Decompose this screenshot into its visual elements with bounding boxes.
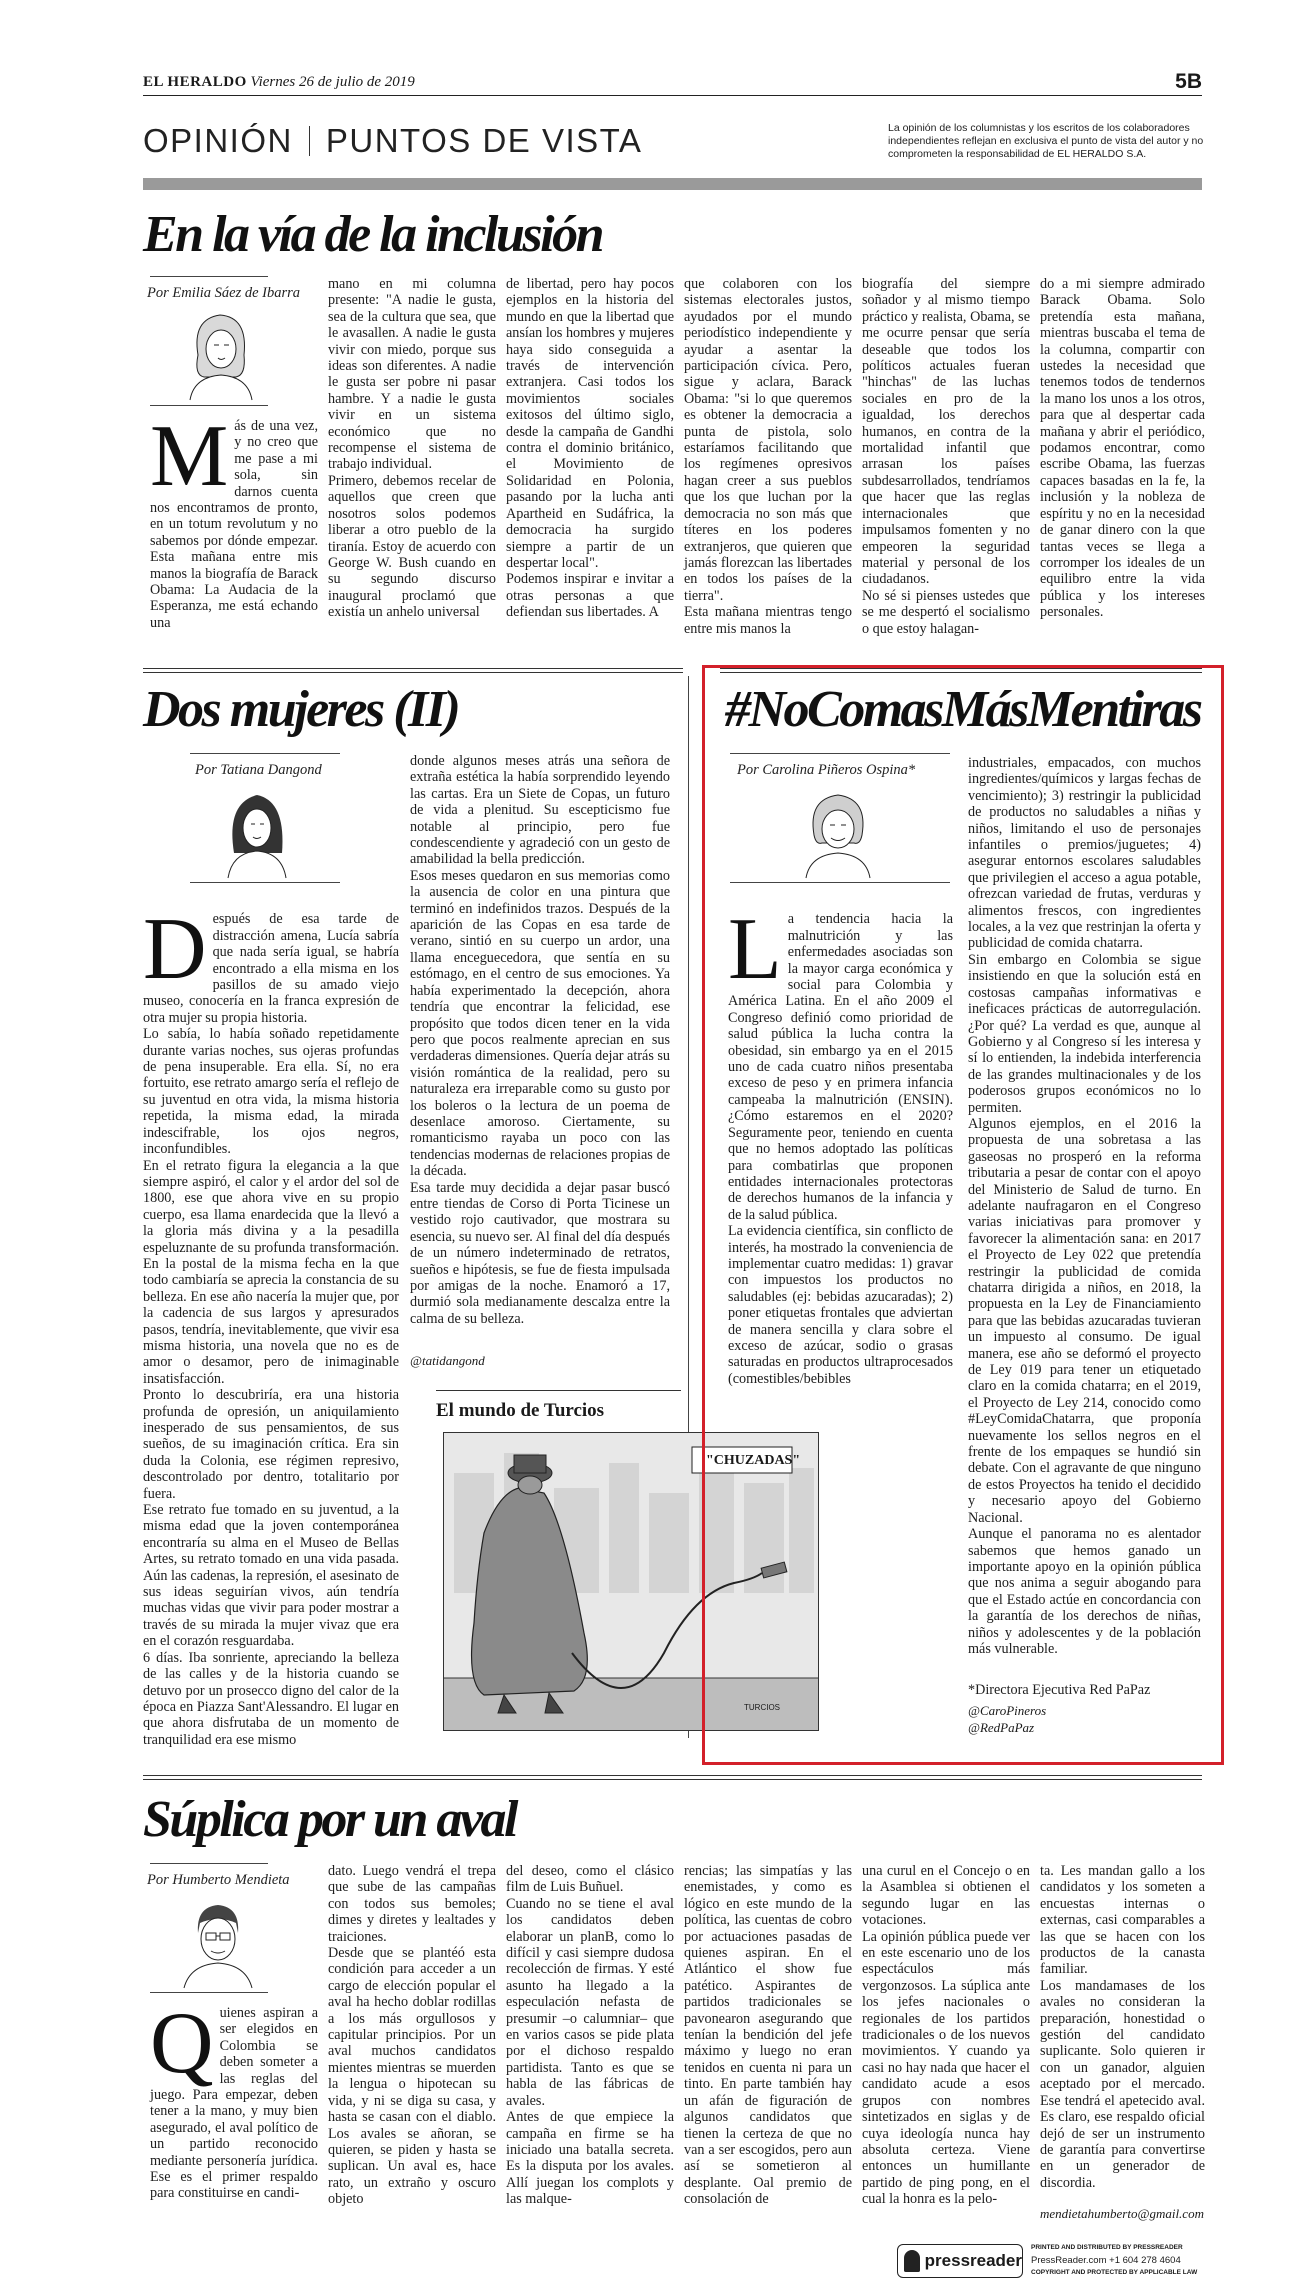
article-column: rencias; las simpatías y las enemistades, y como es lógico en este mundo de la política, las cuentas de cobro por actuaciones pasadas de quienes aspiran. En el Atlántico el show fue patético. Aspirantes de partidos tradicionales se pavonearon asegurando que tenían la bendición del jefe máximo y luego no eran tenidos en cuenta ni para un tinto. En parte también hay un afán de figuración de algunos candidatos que tienen la certeza de que no van a ser escogidos, pero aun así se sometieron al desplante. Oal premio de consolación de [684,1863,852,2208]
column-text: a tendencia hacia la malnutrición y las enfermedades asociadas son la mayor carga económica y social para Colombia y América Latina. En el año 2009 el Congreso definió como prioridad de salud pública la lucha contra la obesidad, sin embargo ya en el 2015 uno de cada cuatro niños presentaba exceso de peso y en primera infancia campeaba la malnutrición (ENSIN). ¿Cómo estaremos en el 2020? Seguramente peor, teniendo en cuenta que no hemos adoptado las políticas para combatirlas que proponen entidades internacionales protectoras de derechos humanos de la infancia y de la salud pública. La evidencia científica, sin conflicto de interés, ha mostrado la conveniencia de implementar cuatro medidas: 1) gravar con impuestos los productos no saludables (ej: bebidas azucaradas); 2) poner etiquetas frontales que adviertan de manera sencilla y clara sobre el exceso de azúcar, sodio o grasas saturadas en productos ultraprocesados (comestibles/bebibles [728,911,953,1387]
article-title: #NoComasMásMentiras [725,681,1201,738]
dropcap: L [728,901,782,999]
pressreader-contact: PressReader.com +1 604 278 4604 [1031,2255,1181,2266]
issue-date: Viernes 26 de julio de 2019 [250,74,415,90]
article-column: dato. Luego vendrá el trepa que sube de las campañas con todos sus bemoles; dimes y diretes y lealtades y traiciones. Desde que se plantéó esta condición para acceder a un cargo de elección popular el aval ha hecho doblar rodillas a los más orgullosos y capitular principios. Por un aval muchos candidatos mientes mientras se muerden la lengua o hipotecan su vida, y ni se diga su casa, y hasta se casan con el diablo. Los avales se añoran, se quieren, se piden y hasta se suplican. Un aval es, hace rato, un extraño y oscuro objeto [328,1863,496,2208]
article-title: En la vía de la inclusión [143,206,603,263]
cartoon-rule [436,1390,681,1391]
article-column: del deseo, como el clásico film de Luis Buñuel. Cuando no se tiene el aval los candidatos deben elaborar un planB, como lo difícil y casi siempre dudosa recolección de firmas. Y esté asunto ha llegado a la especulación nefasta de presumir –o calumniar– que en varios casos se pide plata por el dichoso respaldo partidista. Tanto es que se habla de las fábricas de avales. Antes de que empiece la campaña en firme se ha iniciado una batalla secreta. Es la disputa por los avales. Allí juegan los complots y las malque- [506,1863,674,2208]
byline-rule [150,1992,268,1993]
column-text: uienes aspiran a ser elegidos en Colombia se deben someter a las reglas del juego. Para empezar, deben tener a la mano, y muy bien asegurado, el aval político de un partido reconocido mediante personería jurídica. Ese es el primer respaldo para constituirse en candi- [150,2005,318,2202]
header-rule [143,95,1202,96]
article-column: industriales, empacados, con muchos ingredientes/químicos y largas fechas de vencimiento); 3) restringir la publicidad de productos no saludables a niñas y niños, limitando el uso de personajes infantiles o premios/juguetes; 4) asegurar entornos escolares saludables que privilegien el acceso a agua potable, ofrezcan variedad de frutas, verduras y alimentos frescos, con ingredientes locales, a la vez que restrinjan la oferta y publicidad de comida chatarra. Sin embargo en Colombia se sigue insistiendo en que la solución está en costosas campañas informativas e ineficaces prácticas de autorregulación. ¿Por qué? La verdad es que, aunque al Gobierno y al Congreso sí les interesa y sí lo entienden, la indebida interferencia de las grandes multinacionales y de los poderosos grupos económicos no lo permiten. Algunos ejemplos, en el 2016 la propuesta de una sobretasa a las gaseosas no prosperó en la reforma tributaria a pesar de contar con el apoyo del Ministerio de Salud de turno. En adelante naufragaron en el Congreso varias iniciativas para promover y favorecer la alimentación sana: en 2017 el Proyecto de Ley 022 que pretendía restringir la publicidad de comida chatarra dirigida a niños, en 2018, la propuesta en la Ley de Financiamiento para que las bebidas azucaradas tuvieran un impuesto al consumo. De igual manera, ese año se deformó el proyecto de Ley 019 para tener un etiquetado claro en la comida chatarra; en el 2019, el Proyecto de Ley 214, conocido como #LeyComidaChatarra, que proponía nuevamente los sellos negros en el frente de los empaques se hundió sin debate. Con el agravante de que ninguno de estos Proyectos ha tenido el decidido y necesario apoyo del Gobierno Nacional. Aunque el panorama no es alentador sabemos que hemos ganado un importante apoyo en la opinión pública que nos anima a seguir abogando para que el Estado actúe en concordancia con la garantía de los derechos de niñas, niños y adolescentes y de la población más vulnerable. [968,755,1201,1657]
header-bar [143,178,1202,190]
cartoon-signature: TURCIOS [744,1703,780,1712]
highlight-box [702,665,1224,1765]
page-number: 5B [1175,70,1202,93]
article-column [150,1995,318,2223]
article-column: mano en mi columna presente: "A nadie le gusta, sea de la cultura que sea, que le avasallen. A nadie le gusta vivir con miedo, porque sus ideas son diferentes. A nadie le gusta ser pobre ni pasar hambre. Y a nadie le gusta vivir en un sistema económico que no recompense el sistema de trabajo individual. Primero, debemos recelar de aquellos que creen que nosotros solos podemos liberar a otro pueblo de la tiranía. Estoy de acuerdo con George W. Bush cuando en su segundo discurso inaugural proclamó que existía un anhelo universal [328,276,496,621]
byline-rule [150,405,268,406]
pressreader-brand: pressreader [924,2251,1022,2270]
pressreader-logo [897,2244,1023,2278]
pressreader-footer [897,2244,1202,2280]
article-column: que colaboren con los sistemas electorales justos, ayudados por el mundo periodístico independiente y ayudar a asentar la participación cívica. Pero, sigue y aclara, Barack Obama: "si lo que queremos es obtener la democracia a punta de pistola, solo estaríamos facilitando que los regímenes opresivos hagan creer a sus pueblos que los que luchan por la democracia no son más que títeres en los poderes extranjeros, que quieren que jamás florezcan las libertades en todos los países de la tierra". Esta mañana mientras tengo entre mis manos la [684,276,852,637]
byline: Por Emilia Sáez de Ibarra [147,285,301,301]
byline-rule [190,753,340,754]
article-title: Súplica por un aval [143,1791,516,1848]
cartoon-caption: "CHUZADAS" [706,1453,801,1468]
byline: Por Humberto Mendieta [147,1872,290,1888]
disclaimer: La opinión de los columnistas y los escritos de los colaboradores independientes reflejan en exclusiva el punto de vista del autor y no comprometen la responsabilidad de EL HERALDO S.A. [888,122,1204,160]
article-column [150,408,318,640]
author-portrait [178,1893,258,1988]
byline-rule [150,276,268,277]
section-left: OPINIÓN [143,122,293,159]
paper-name: EL HERALDO [143,74,247,90]
article-title: Dos mujeres (II) [143,681,459,738]
section-rule [143,1775,1202,1780]
copyright: COPYRIGHT AND PROTECTED BY APPLICABLE LAW [1031,2269,1198,2276]
author-email: mendietahumberto@gmail.com [1040,2206,1204,2221]
dropcap: M [150,408,229,505]
article-column [143,895,399,1748]
section-divider [309,126,310,156]
byline: Por Carolina Piñeros Ospina* [737,762,916,778]
author-twitter: @CaroPineros [968,1703,1047,1718]
author-footnote: *Directora Ejecutiva Red PaPaz [968,1682,1151,1698]
column-text: ás de una vez, y no creo que me pase a mi sola, sin darnos cuenta nos encontramos de pronto, en un totum revolutum y no sabemos por dónde empezar. Esta mañana entre mis manos la biografía de Barack Obama: La Audacia de la Esperanza, me está echando una [150,418,318,631]
byline: Por Tatiana Dangond [195,762,322,778]
pressreader-icon [904,2250,920,2272]
article-column: de libertad, pero hay pocos ejemplos en la historia del mundo en que la libertad que ansían los hombres y mujeres haya sido conseguida a través de intervención extranjera. Casi todos los movimientos sociales exitosos del último siglo, desde la campaña de Gandhi contra el dominio británico, el Movimiento de Solidaridad en Polonia, pasando por la lucha anti Apartheid en Sudáfrica, la democracia ha surgido siempre a partir de un despertar local". Podemos inspirar e invitar a otras personas a que defiendan sus libertades. A [506,276,674,621]
article-column: do a mi siempre admirado Barack Obama. Solo pretendía esta mañana, mientras buscaba el tema de la columna, compartir con ustedes la necesidad que tenemos todos de tendernos la mano los unos a los otros, para que al despertar cada mañana y abrir el periódico, podamos encontrar, como escribe Obama, las fuerzas capaces basadas en la fe, la inclusión y la nobleza de espíritu y no en la necesidad de ganar dinero con la que tantas veces se llega a corromper los ideales de un equilibro entre la vida pública y los intereses personales. [1040,276,1205,621]
article-column: ta. Les mandan gallo a los candidatos y los someten a encuestas internas o externas, casi comparables a las que se hacen con los productos de la canasta familiar. Los mandamases de los avales no consideran la preparación, honestidad o gestión del candidato suplicante. Solo quieren ir con un ganador, alguien aceptado por el mercado. Ese tendrá el apetecido aval. Es claro, ese respaldo oficial dejó de ser un instrumento de garantía para convertirse en un generador de discordia. [1040,1863,1205,2191]
section-rule [143,668,683,673]
printed-by: PRINTED AND DISTRIBUTED BY PRESSREADER [1031,2244,1183,2251]
author-portrait [180,305,260,400]
article-column: una curul en el Concejo o en la Asamblea si obtienen el segundo lugar en las votaciones. La opinión pública puede ver en este escenario uno de los espectáculos más vergonzosos. La súplica ante los jefes nacionales o regionales de los partidos tradicionales o de los nuevos movimientos. Y cuando ya casi no hay nada que hacer el candidato acude a esos grupos con nombres sintetizados en siglas y de cuya ideología nunca hay absoluta certeza. Viene entonces un humillante partido de ping pong, en el cual la honra es la pelo- [862,1863,1030,2208]
column-text: espués de esa tarde de distracción amena, Lucía sabría que nada sería igual, se habría encontrado a ella misma en los pasillos de su amado viejo museo, conocería en la franca expresión de otra mujer su propia historia. Lo sabía, lo había soñado repetidamente durante varias noches, sus ojeras profundas de pena insuperable. Era ella. Sí, no era fortuito, ese retrato amargo sería el reflejo de su juventud en otra vida, la misma historia repetida, la misma edad, la mirada indescifrable, los ojos negros, inconfundibles. En el retrato figura la elegancia a la que siempre aspiró, el calor y el ardor del sol de 1800, ese que ahora vive en su propio cuerpo, esa llama enardecida que la llevó a la gloria más divina y a la pesadilla espeluznante de su profunda transformación. En la postal de la misma fecha en la que todo cambiaría se aprecia la constancia de su belleza. En ese año nacería la mujer que, por la cadencia de sus largos y apresurados pasos, tendría, inevitablemente, que vivir esa misma historia, una novela que no es de amor o desamor, pero de inimaginable insatisfacción. Pronto lo descubriría, era una historia profunda de opresión, un aniquilamiento inesperado de sus pensamientos, de sus sueños, de su imaginación crítica. Era sin duda la Colonia, ese régimen represivo, descontrolado por dentro, totalitario por fuera. Ese retrato fue tomado en su juventud, a la misma edad que la joven contemporánea encontraría su alma en el Museo de Bellas Artes, su retrato tomado en una vida pasada. Aún las cadenas, la represión, el asesinato de sus ideas seguirían vivos, aún tendría muchas vidas que vivir para poder mostrar a través de su mirada la mujer vivaz que era en el corazón resguardaba. 6 días. Iba sonriente, apreciando la belleza de las calles y de la historia cuando se detuvo por un prosecco digno del calor de la época en Piazza Sant'Alessandro. El lugar en que ahora disfrutaba de un momento de tranquilidad era ese mismo [143,911,399,1748]
dropcap: Q [150,1995,214,2092]
masthead [143,74,415,91]
section-right: PUNTOS DE VISTA [325,122,643,159]
dropcap: D [143,901,207,999]
byline-rule [190,882,340,883]
author-twitter: @tatidangond [410,1353,485,1368]
article-column: biografía del siempre soñador y al mismo tiempo práctico y realista, Obama, se me ocurre pensar que sería deseable que todos los políticos actuales fueran "hinchas" de las luchas sociales en pro de la igualdad, los derechos humanos, en contra de la mortalidad infantil que arrasan los países subdesarrollados, tendríamos que hacer que las reglas internacionales que impulsamos fomenten y no empeoren la seguridad material y personal de los ciudadanos. No sé si pienses ustedes que se me despertó el socialismo o que estoy halagan- [862,276,1030,637]
section-title [143,122,642,160]
author-twitter: @RedPaPaz [968,1720,1035,1735]
cartoon-heading: El mundo de Turcios [436,1400,605,1421]
byline-rule [150,1863,268,1864]
article-column: donde algunos meses atrás una señora de extraña estética la había sorprendido leyendo las cartas. Era un Siete de Copas, un futuro de vida a plenitud. Su escepticismo fue notable al principio, pero fue condescendiente y agradeció con un gesto de amabilidad la bella predicción. Esos meses quedaron en sus memorias como la ausencia de color en una pintura que terminó en indefinidos trazos. Después de la aparición de las Copas en esa tarde de verano, sintió en su cuerpo un ardor, una llama enceguecedora, que sentía en su estómago, en el centro de sus emociones. Ya había experimentado la decepción, ahora tendría que encontrar la felicidad, ese propósito que todos dicen tener en la vida pero que pocos realmente aprecian en sus verdaderas dimensiones. Quería dejar atrás su visión romántica de la realidad, pero su naturaleza era irreparable como su gusto por los boleros o la lectura de un poema de desenlace amoroso. Ciertamente, su romanticismo rayaba un poco con las tendencias modernas de relaciones propias de la década. Esa tarde muy decidida a dejar pasar buscó entre tiendas de Corso di Porta Ticinese un vestido rojo cautivador, que mostrara su esencia, su nuevo ser. Al final del día después de un número indeterminado de retratos, sueños e hipótesis, se fue de fiesta impulsada por amigas de la noche. Enamoró a 17, durmió sola medianamente descalza entre la calma de su belleza. [410,753,671,1327]
author-portrait [222,783,292,878]
